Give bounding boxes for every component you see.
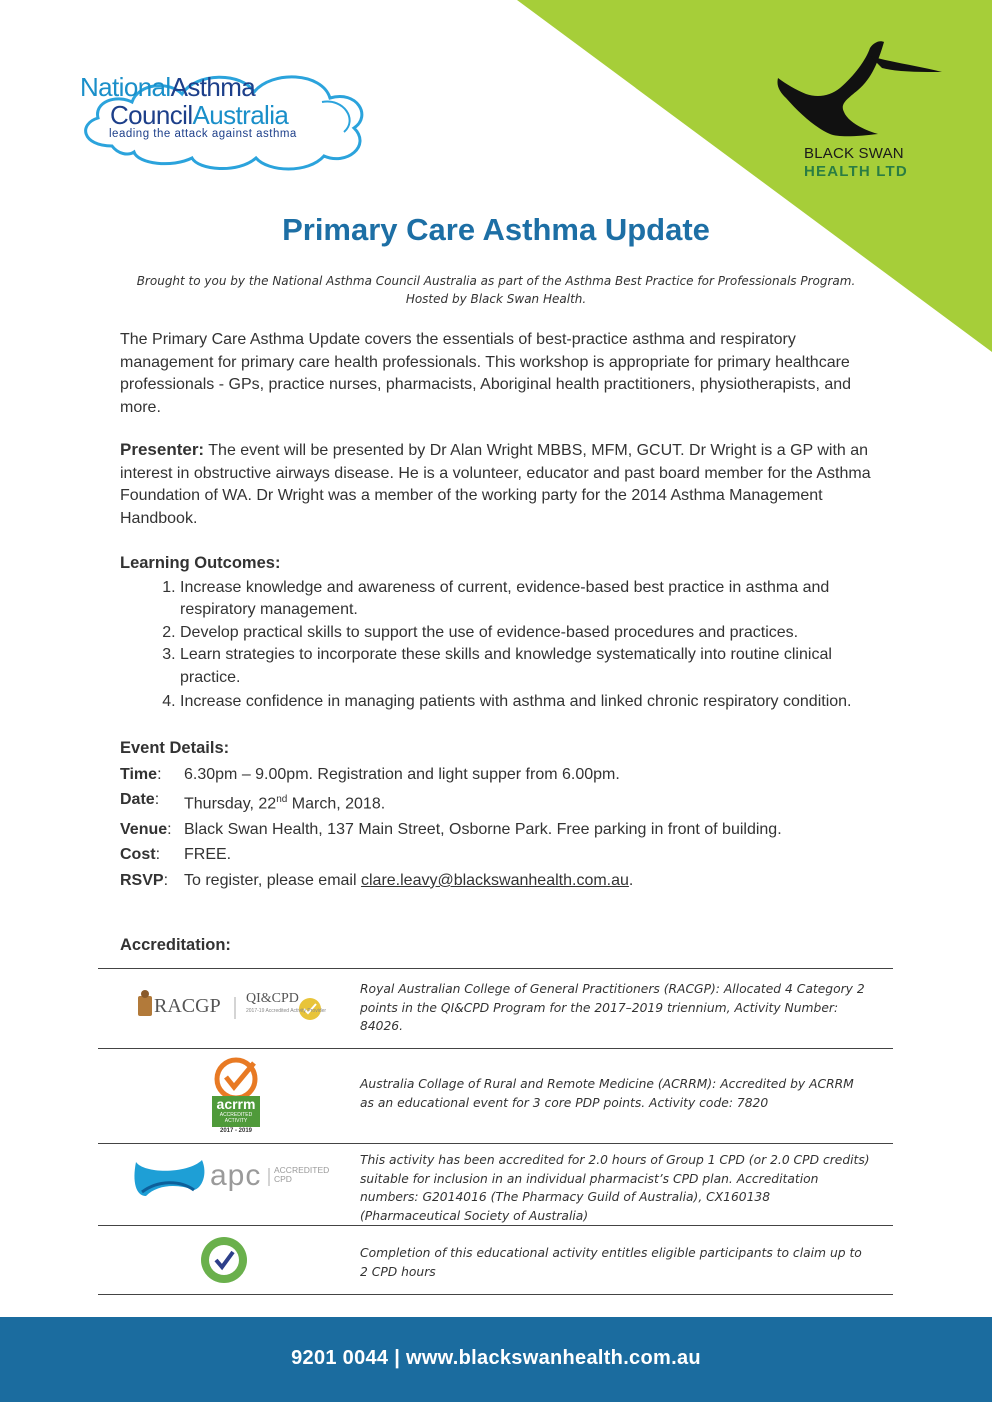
accreditation-heading: Accreditation: <box>120 936 231 954</box>
nac-logo-line2: CouncilAustralia <box>110 100 289 130</box>
table-row <box>98 1144 893 1226</box>
subtitle-line1: Brought to you by the National Asthma Council Australia as part of the Asthma Best Practice for Professionals Program. <box>136 274 856 288</box>
detail-row-rsvp <box>120 868 880 894</box>
racgp-logo: RACGP QI&CPD 2017-19 Accredited Activity Provider <box>98 969 360 1048</box>
accreditation-text: Royal Australian College of General Practitioners (RACGP): Allocated 4 Category 2 points in the QI&CPD Program for the 2017–2019 triennium, Activity Number: 84026. <box>360 982 865 1033</box>
footer-bar <box>0 1317 992 1402</box>
detail-value: To register, please email clare.leavy@blackswanhealth.com.au. <box>184 871 634 889</box>
acrrm-logo: acrrm ACCREDITED ACTIVITY 2017 - 2019 <box>98 1049 360 1143</box>
accreditation-text: Completion of this educational activity entitles eligible participants to claim up to 2 CPD hours <box>360 1246 862 1279</box>
main-content <box>120 329 880 893</box>
detail-label: RSVP: <box>120 871 169 889</box>
detail-row-time <box>120 762 880 788</box>
detail-label: Time: <box>120 765 162 783</box>
accreditation-text: Australia Collage of Rural and Remote Medicine (ACRRM): Accredited by ACRRM as an educational event for 3 core PDP points. Activity code: 7820 <box>360 1077 854 1110</box>
rsvp-email-link[interactable]: clare.leavy@blackswanhealth.com.au <box>360 871 629 889</box>
table-row <box>98 1049 893 1144</box>
nac-logo <box>72 62 392 182</box>
presenter-text: The event will be presented by Dr Alan Wright MBBS, MFM, GCUT. Dr Wright is a GP with an interest in obstructive airways disease. He is a volunteer, educator and past board member for the Asthma Foundation of WA. Dr Wright was a member of the working party for the 2014 Asthma Management Handbook. <box>120 442 871 527</box>
detail-label: Cost: <box>120 846 161 864</box>
presenter-label: Presenter: <box>120 440 205 459</box>
learning-outcomes-heading: Learning Outcomes: <box>120 554 281 572</box>
list-item: 3. Learn strategies to incorporate these skills and knowledge systematically into routine clinical practice. <box>180 644 880 689</box>
apc-logo: apc ACCREDITED CPD <box>98 1144 360 1225</box>
detail-row-cost <box>120 842 880 868</box>
subtitle <box>120 272 872 308</box>
swan-name-line2: HEALTH LTD <box>804 163 908 180</box>
intro-paragraph: The Primary Care Asthma Update covers the essentials of best-practice asthma and respiratory management for primary care health professionals. This workshop is appropriate for primary healthcare professionals - GPs, practice nurses, pharmacists, Aboriginal health practitioners, physiotherapists, and more. <box>120 331 852 416</box>
list-item: 1. Increase knowledge and awareness of current, evidence-based best practice in asthma and respiratory management. <box>180 577 880 622</box>
learning-outcomes-list <box>120 577 880 716</box>
detail-label: Venue: <box>120 820 172 838</box>
subtitle-line2: Hosted by Black Swan Health. <box>405 292 587 306</box>
detail-value: Thursday, 22nd March, 2018. <box>184 794 386 813</box>
detail-value: FREE. <box>184 846 232 864</box>
list-item: 2. Develop practical skills to support the use of evidence-based procedures and practices. <box>180 622 880 645</box>
table-row <box>98 969 893 1049</box>
apna-logo <box>98 1226 360 1294</box>
swan-icon <box>770 38 950 143</box>
nac-logo-tagline: leading the attack against asthma <box>109 128 297 140</box>
accreditation-table <box>98 968 893 1295</box>
accreditation-text: This activity has been accredited for 2.0 hours of Group 1 CPD (or 2.0 CPD credits) suitable for inclusion in an individual pharmacist’s CPD plan. Accreditation numbers: G2014016 (The Pharmacy Guild of Australia), CX160138 (Pharmaceutical Society of Australia) <box>360 1153 870 1223</box>
footer-contact: 9201 0044 | www.blackswanhealth.com.au <box>291 1347 701 1369</box>
apna-badge-icon <box>98 1226 360 1295</box>
detail-row-venue <box>120 817 880 843</box>
detail-value: 6.30pm – 9.00pm. Registration and light supper from 6.00pm. <box>184 765 620 783</box>
black-swan-logo <box>770 38 950 188</box>
list-item: 4. Increase confidence in managing patients with asthma and linked chronic respiratory condition. <box>180 689 880 715</box>
page-title: Primary Care Asthma Update <box>282 212 710 247</box>
detail-row-date <box>120 787 880 817</box>
detail-value: Black Swan Health, 137 Main Street, Osborne Park. Free parking in front of building. <box>184 820 782 838</box>
nac-logo-line1: NationalAsthma <box>80 72 256 102</box>
presenter-paragraph <box>120 439 880 530</box>
event-details-heading: Event Details: <box>120 739 230 757</box>
detail-label: Date: <box>120 791 160 808</box>
swan-name-line1: BLACK SWAN <box>804 145 904 162</box>
table-row <box>98 1226 893 1295</box>
